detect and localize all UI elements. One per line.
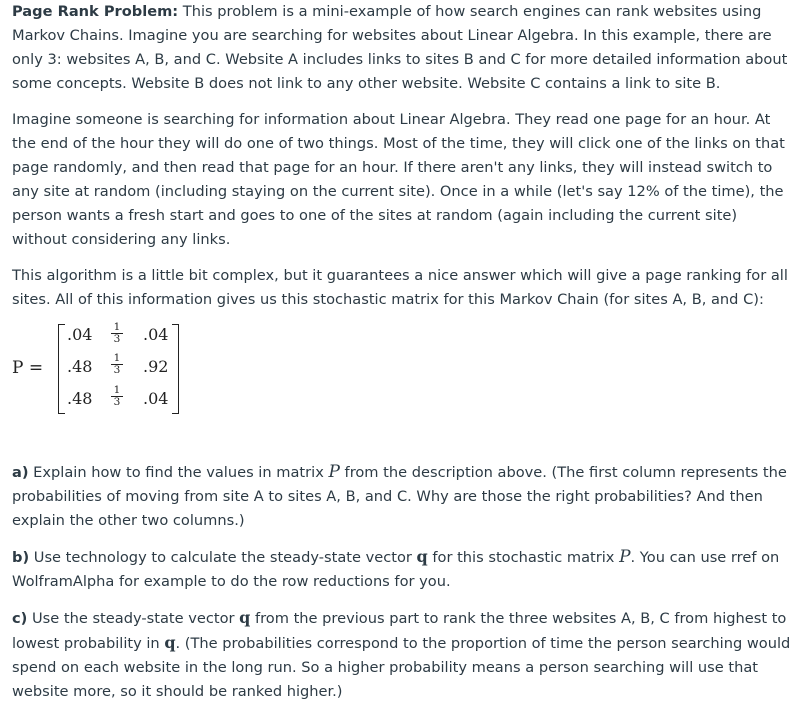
vector-symbol: q	[416, 547, 428, 566]
vector-symbol: q	[164, 633, 176, 652]
matrix-label: P =	[12, 358, 44, 378]
matrix-cell-r1c1: .04	[67, 325, 93, 344]
matrix-cell-r3c1: .48	[67, 389, 93, 408]
problem-heading: Page Rank Problem:	[12, 3, 179, 20]
matrix-symbol: P	[619, 547, 631, 567]
matrix-left-bracket	[58, 324, 65, 414]
matrix-cell-r2c3: .92	[143, 357, 169, 376]
algorithm-paragraph: This algorithm is a little bit complex, but it guarantees a nice answer which will give a page ranking for all sites. All of this information gives us this stochastic matrix for this Markov Chain (for sites A, B, and C):	[12, 267, 788, 308]
intro-paragraph	[12, 0, 792, 96]
question-a-label: a)	[12, 464, 29, 481]
matrix-cell-r1c3: .04	[143, 325, 169, 344]
matrix-cell-r1c2: $\frac{1}{3}$	[111, 322, 123, 345]
question-c: c) Use the steady-state vector q from the previous part to rank the three websites A, B, C from highest to lowest probability in q. (The probabilities correspond to the proportion of time the person searching would spend on each website in the long run. So a higher probability means a person searching will use that website more, so it should be ranked higher.)	[12, 608, 791, 700]
matrix-right-bracket	[172, 324, 179, 414]
scenario-paragraph: Imagine someone is searching for information about Linear Algebra. They read one page for an hour. At the end of the hour they will do one of two things. Most of the time, they will click one of the links on that page randomly, and then read that page for an hour. If there aren't any links, they will instead switch to any site at random (including staying on the current site). Once in a while (let's say 12% of the time), the person wants a fresh start and goes to one of the sites at random (again including the current site) without considering any links.	[12, 111, 785, 248]
stochastic-matrix	[12, 322, 792, 418]
intro-text: This problem is a mini-example of how search engines can rank websites using Markov Chains. Imagine you are searching for websites about Linear Algebra. In this example, there are only 3: websites A, B, and C. Website A includes links to sites B and C for more detailed information about some concepts. Website B does not link to any other website. Website C contains a link to site B.	[12, 3, 788, 92]
matrix-cell-r2c2: $\frac{1}{3}$	[111, 353, 123, 376]
matrix-cell-r2c1: .48	[67, 357, 93, 376]
matrix-cell-r3c3: .04	[143, 389, 169, 408]
matrix-cell-r3c2: $\frac{1}{3}$	[111, 385, 123, 408]
matrix-symbol: P	[328, 462, 340, 482]
question-c-label: c)	[12, 610, 28, 627]
question-b: b) Use technology to calculate the steady-state vector q for this stochastic matrix P. You can use rref on WolframAlpha for example to do the row reductions for you.	[12, 547, 780, 590]
question-a: a) Explain how to find the values in matrix P from the description above. (The first column represents the probabilities of moving from site A to sites A, B, and C. Why are those the right probabilities? And then explain the other two columns.)	[12, 462, 787, 529]
vector-symbol: q	[239, 608, 251, 627]
question-b-label: b)	[12, 549, 30, 566]
